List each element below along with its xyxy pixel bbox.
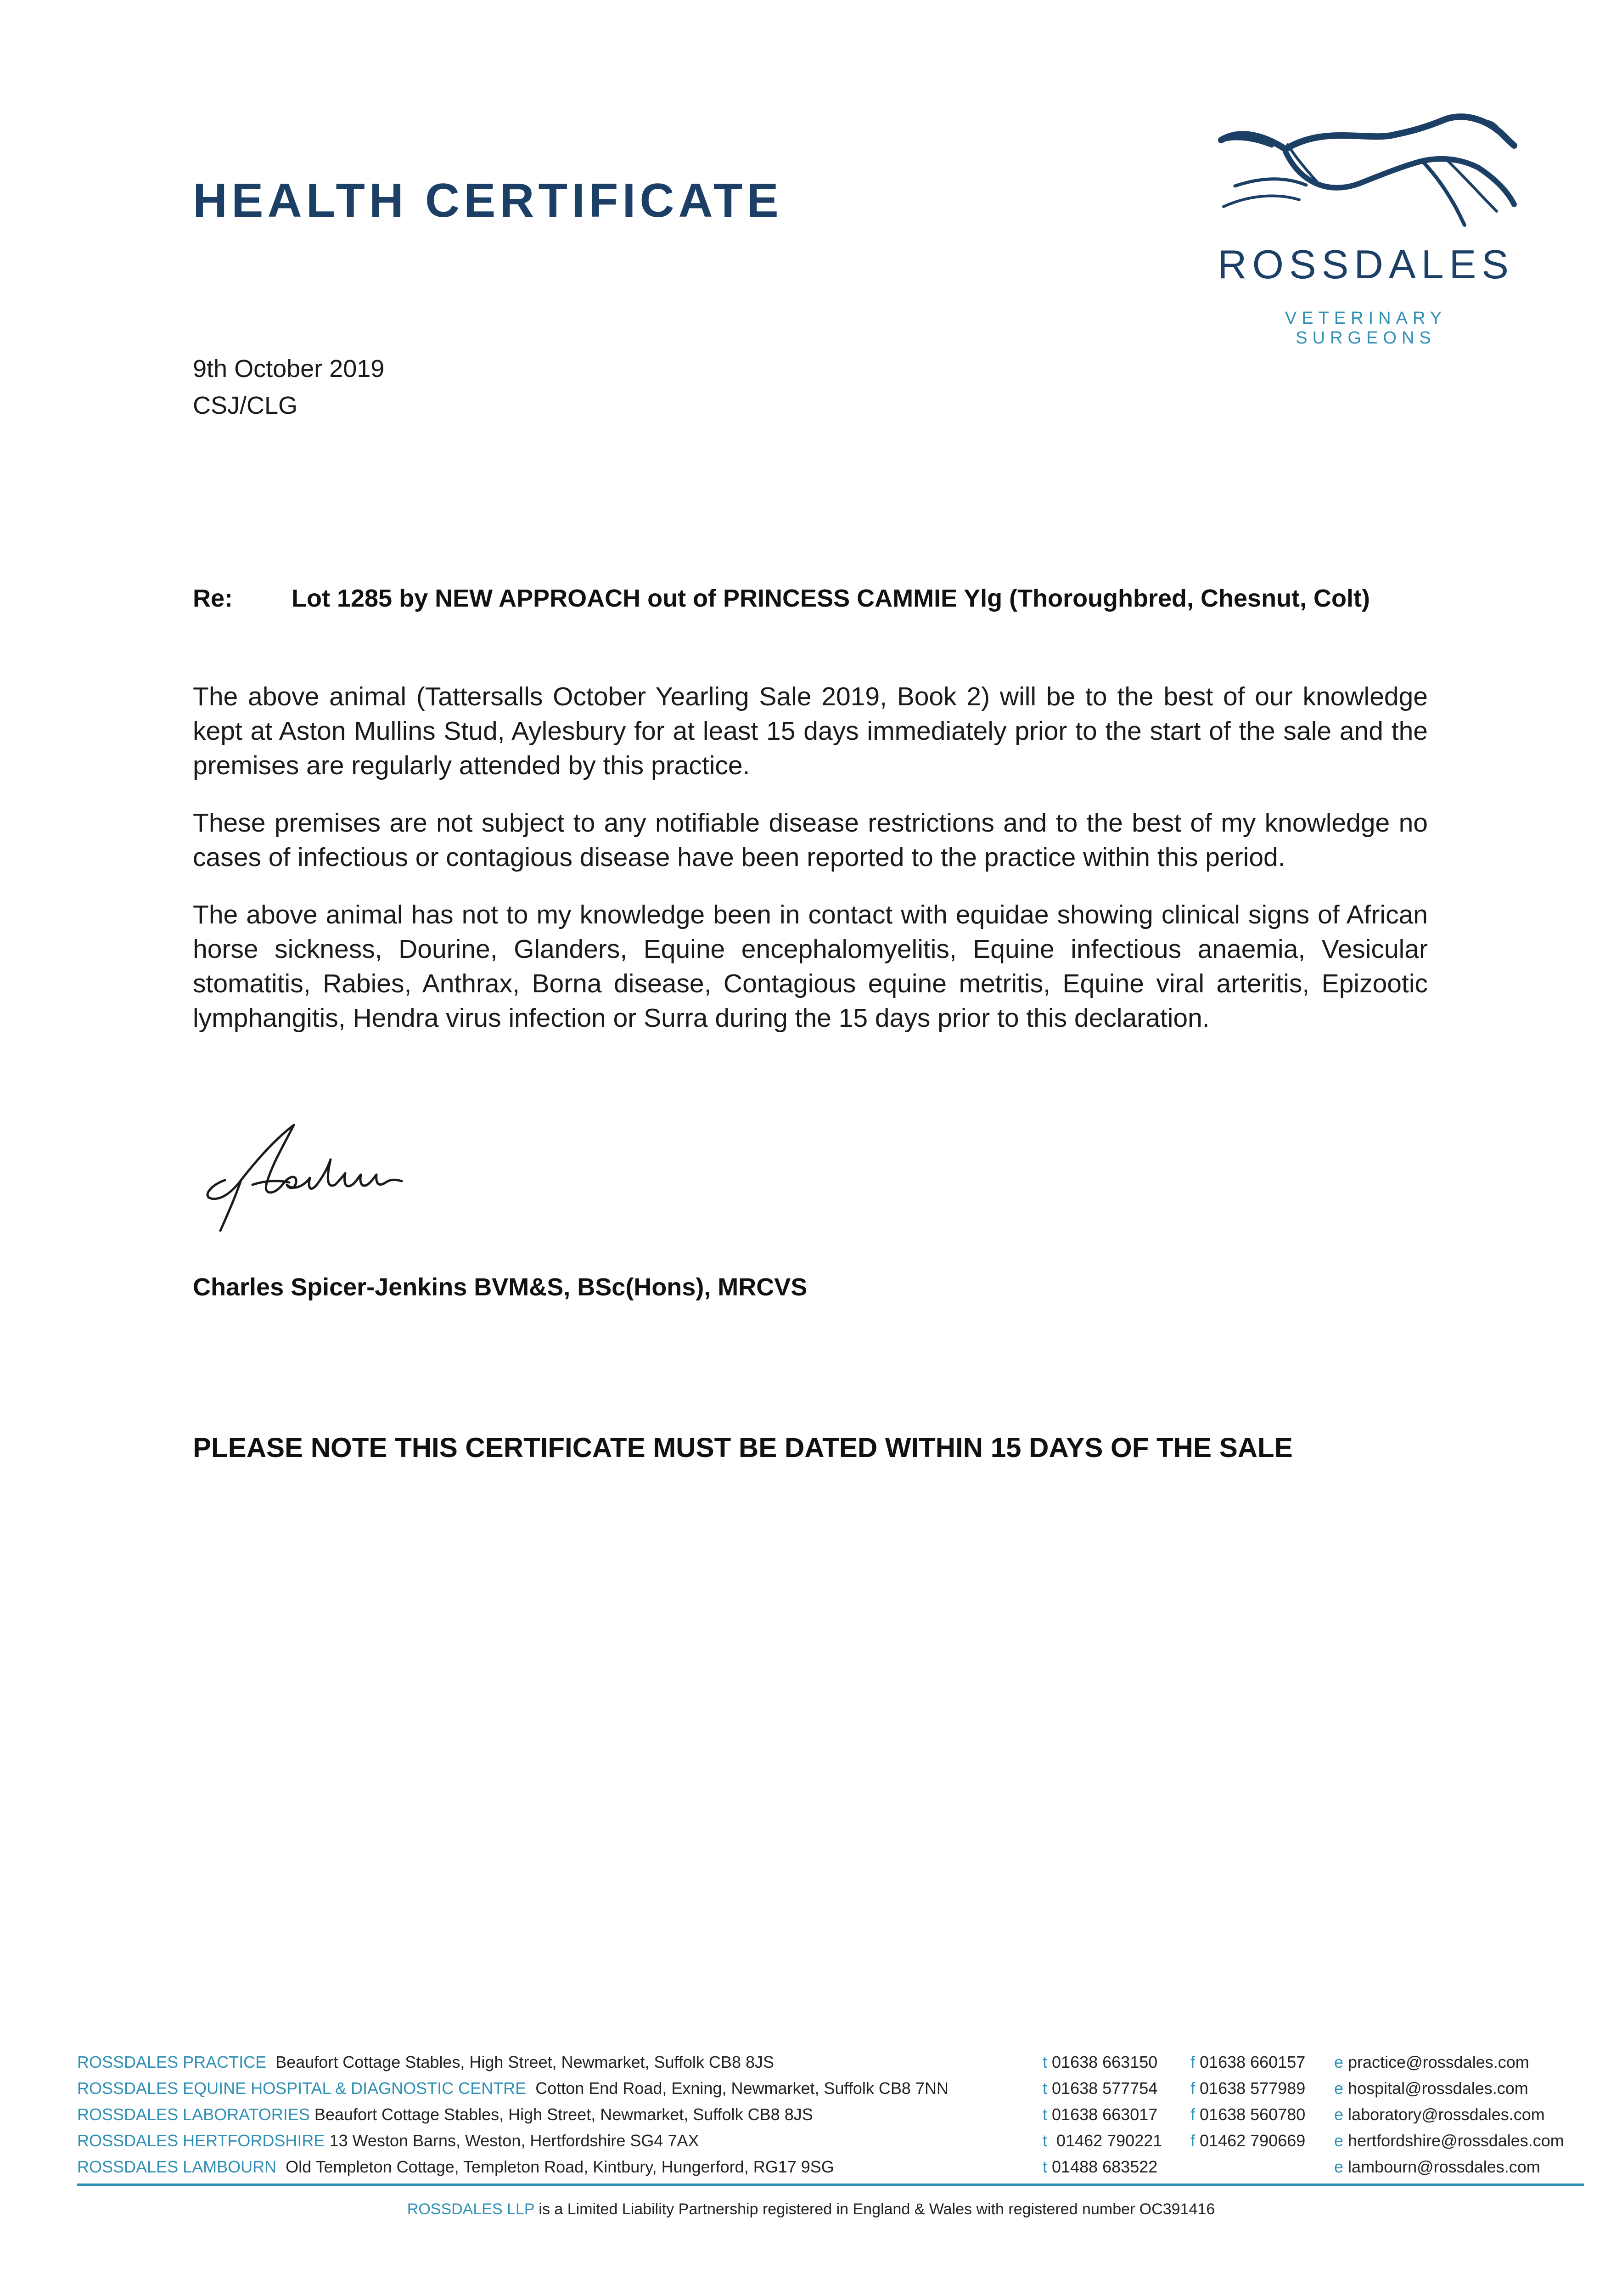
tel-label: t — [1043, 2105, 1048, 2124]
fax-label: f — [1190, 2131, 1195, 2150]
subject-label: Re: — [193, 585, 233, 612]
footer-office-address: 13 Weston Barns, Weston, Hertfordshire SG4 7AX — [329, 2131, 699, 2150]
handwritten-signature — [197, 1116, 422, 1240]
logo-tagline: VETERINARY SURGEONS — [1285, 309, 1447, 348]
tel-label: t — [1043, 2053, 1048, 2071]
fax-label: f — [1190, 2079, 1195, 2098]
footer-divider — [77, 2183, 1584, 2186]
email-label: e — [1334, 2157, 1344, 2176]
footer-fax: 01638 577989 — [1200, 2079, 1306, 2098]
footer-row-hospital — [77, 2079, 1592, 2102]
dating-notice: PLEASE NOTE THIS CERTIFICATE MUST BE DATED WITHIN 15 DAYS OF THE SALE — [193, 1432, 1293, 1463]
footer-fax: 01462 790669 — [1200, 2131, 1306, 2150]
rossdales-logo — [1207, 108, 1520, 348]
footer-office-address: Beaufort Cottage Stables, High Street, Newmarket, Suffolk CB8 8JS — [314, 2105, 813, 2124]
company-registration — [0, 2200, 1622, 2218]
email-label: e — [1334, 2131, 1344, 2150]
registration-text: is a Limited Liability Partnership registered in England & Wales with registered number OC391416 — [539, 2200, 1215, 2218]
footer-row-lambourn — [77, 2157, 1592, 2180]
footer-office-name: ROSSDALES LABORATORIES — [77, 2105, 310, 2124]
letter-date: 9th October 2019 — [193, 355, 385, 383]
footer-email[interactable]: laboratory@rossdales.com — [1348, 2105, 1545, 2124]
email-label: e — [1334, 2079, 1344, 2098]
subject-text: Lot 1285 by NEW APPROACH out of PRINCESS CAMMIE Ylg (Thoroughbred, Chesnut, Colt) — [292, 585, 1370, 612]
paragraph-2: These premises are not subject to any notifiable disease restrictions and to the best of my knowledge no cases of infectious or contagious disease have been reported to the practice within this period. — [193, 808, 1428, 872]
signer-name: Charles Spicer-Jenkins BVM&S, BSc(Hons), MRCVS — [193, 1273, 808, 1301]
footer-tel: 01638 663150 — [1052, 2053, 1158, 2071]
footer-row-laboratories — [77, 2105, 1592, 2128]
footer-tel: 01638 663017 — [1052, 2105, 1158, 2124]
footer-tel: 01488 683522 — [1052, 2157, 1158, 2176]
footer-row-practice — [77, 2053, 1592, 2076]
footer-email[interactable]: hospital@rossdales.com — [1348, 2079, 1528, 2098]
email-label: e — [1334, 2105, 1344, 2124]
footer-office-name: ROSSDALES EQUINE HOSPITAL & DIAGNOSTIC CENTRE — [77, 2079, 527, 2098]
footer-email[interactable]: lambourn@rossdales.com — [1348, 2157, 1540, 2176]
fax-label: f — [1190, 2053, 1195, 2071]
tel-label: t — [1043, 2157, 1048, 2176]
footer-tel: 01462 790221 — [1056, 2131, 1162, 2150]
footer-office-address: Cotton End Road, Exning, Newmarket, Suffolk CB8 7NN — [535, 2079, 949, 2098]
footer-office-name: ROSSDALES LAMBOURN — [77, 2157, 277, 2176]
footer-tel: 01638 577754 — [1052, 2079, 1158, 2098]
paragraph-1: The above animal (Tattersalls October Yearling Sale 2019, Book 2) will be to the best of our knowledge kept at Aston Mullins Stud, Aylesbury for at least 15 days immediately prior to the start of the sale and the premises are regularly attended by this practice. — [193, 682, 1428, 780]
footer-email[interactable]: hertfordshire@rossdales.com — [1348, 2131, 1564, 2150]
footer-office-address: Old Templeton Cottage, Templeton Road, Kintbury, Hungerford, RG17 9SG — [286, 2157, 834, 2176]
fax-label: f — [1190, 2105, 1195, 2124]
footer-email[interactable]: practice@rossdales.com — [1348, 2053, 1529, 2071]
page-title: HEALTH CERTIFICATE — [193, 174, 783, 227]
footer-office-name: ROSSDALES HERTFORDSHIRE — [77, 2131, 325, 2150]
galloping-horse-icon — [1207, 108, 1520, 246]
email-label: e — [1334, 2053, 1344, 2071]
footer-office-name: ROSSDALES PRACTICE — [77, 2053, 267, 2071]
footer-fax: 01638 660157 — [1200, 2053, 1306, 2071]
footer-fax: 01638 560780 — [1200, 2105, 1306, 2124]
footer-row-hertfordshire — [77, 2131, 1592, 2154]
letter-reference: CSJ/CLG — [193, 392, 298, 419]
logo-wordmark: ROSSDALES — [1218, 242, 1514, 287]
company-name: ROSSDALES LLP — [407, 2200, 534, 2218]
paragraph-3: The above animal has not to my knowledge been in contact with equidae showing clinical signs of African horse sickness, Dourine, Glanders, Equine encephalomyelitis, Equine infectious anaemia, Vesicular stomatitis, Rabies, Anthrax, Borna disease, Contagious equine metritis, Equine viral arteritis, Epizootic lymphangitis, Hendra virus infection or Surra during the 15 days prior to this declaration. — [193, 900, 1428, 1033]
tel-label: t — [1043, 2079, 1048, 2098]
footer-office-address: Beaufort Cottage Stables, High Street, Newmarket, Suffolk CB8 8JS — [275, 2053, 774, 2071]
tel-label: t — [1043, 2131, 1048, 2150]
